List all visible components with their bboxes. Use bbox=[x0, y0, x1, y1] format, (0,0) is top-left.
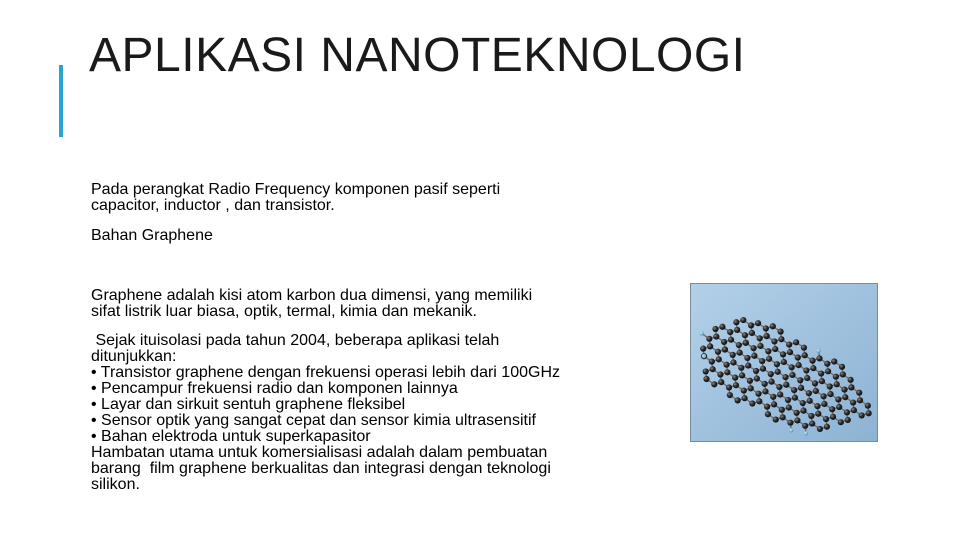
carbon-atom bbox=[786, 404, 792, 410]
carbon-atom bbox=[770, 323, 776, 329]
carbon-atom bbox=[765, 348, 771, 354]
carbon-atom bbox=[791, 387, 797, 393]
conclusion-line: barang film graphene berkualitas dan integrasi dengan teknologi bbox=[91, 460, 551, 477]
carbon-atom bbox=[709, 358, 715, 364]
carbon-atom bbox=[848, 377, 854, 383]
subheading bbox=[91, 228, 671, 244]
carbon-atom bbox=[815, 411, 821, 417]
carbon-atom bbox=[721, 339, 727, 345]
conclusion-line: Hambatan utama untuk komersialisasi adalah dalam pembuatan bbox=[91, 444, 548, 461]
applications-paragraph bbox=[91, 333, 671, 493]
application-item: • Transistor graphene dengan frekuensi operasi lebih dari 100GHz bbox=[91, 364, 560, 381]
carbon-atom bbox=[781, 359, 787, 365]
carbon-atom bbox=[755, 391, 761, 397]
carbon-atom bbox=[842, 394, 848, 400]
carbon-atom bbox=[789, 364, 795, 370]
carbon-atom bbox=[716, 356, 722, 362]
carbon-atom bbox=[742, 332, 748, 338]
carbon-atom bbox=[804, 375, 810, 381]
carbon-atom bbox=[821, 393, 827, 399]
carbon-atom bbox=[809, 358, 815, 364]
carbon-atom bbox=[718, 379, 724, 385]
carbon-atom bbox=[836, 404, 842, 410]
carbon-atom bbox=[706, 336, 712, 342]
application-item: • Sensor optik yang sangat cepat dan sensor kimia ultrasensitif bbox=[91, 412, 536, 429]
carbon-atom bbox=[723, 362, 729, 368]
carbon-atom bbox=[736, 342, 742, 348]
carbon-atom bbox=[734, 327, 740, 333]
carbon-atom bbox=[722, 346, 728, 352]
carbon-atom bbox=[835, 396, 841, 402]
title-accent-bar bbox=[59, 65, 63, 137]
carbon-atom bbox=[751, 353, 757, 359]
carbon-atom bbox=[812, 380, 818, 386]
hydrogen-atom bbox=[816, 349, 820, 353]
conclusion-line: silikon. bbox=[91, 476, 140, 493]
carbon-atom bbox=[802, 352, 808, 358]
carbon-atom bbox=[703, 368, 709, 374]
definition-line: sifat listrik luar biasa, optik, termal, kimia dan mekanik. bbox=[91, 303, 477, 320]
carbon-atom bbox=[814, 403, 820, 409]
carbon-atom bbox=[768, 371, 774, 377]
carbon-atom bbox=[733, 382, 739, 388]
carbon-atom bbox=[787, 420, 793, 426]
application-item: • Bahan elektroda untuk superkapasitor bbox=[91, 428, 371, 445]
carbon-atom bbox=[865, 403, 871, 409]
carbon-atom bbox=[833, 374, 839, 380]
carbon-atom bbox=[748, 385, 754, 391]
carbon-atom bbox=[759, 358, 765, 364]
carbon-atom bbox=[707, 343, 713, 349]
carbon-atom bbox=[741, 387, 747, 393]
carbon-atom bbox=[802, 423, 808, 429]
hydrogen-atom bbox=[789, 428, 793, 432]
carbon-atom bbox=[797, 377, 803, 383]
carbon-atom bbox=[762, 381, 768, 387]
carbon-atom bbox=[735, 397, 741, 403]
carbon-atom bbox=[787, 349, 793, 355]
carbon-atom bbox=[798, 385, 804, 391]
carbon-atom bbox=[793, 339, 799, 345]
carbon-atom bbox=[738, 365, 744, 371]
carbon-atom bbox=[785, 397, 791, 403]
carbon-atom bbox=[807, 398, 813, 404]
carbon-atom bbox=[810, 365, 816, 371]
carbon-atom bbox=[774, 361, 780, 367]
carbon-atom bbox=[808, 413, 814, 419]
carbon-atom bbox=[749, 400, 755, 406]
history-line: ditunjukkan: bbox=[91, 348, 177, 365]
carbon-atom bbox=[730, 352, 736, 358]
carbon-atom bbox=[779, 407, 785, 413]
intro-line: Pada perangkat Radio Frequency komponen pasif seperti bbox=[91, 181, 501, 198]
history-line: Sejak ituisolasi pada tahun 2004, beberapa aplikasi telah bbox=[91, 332, 500, 349]
carbon-atom bbox=[827, 391, 833, 397]
application-item: • Pencampur frekuensi radio dan komponen lainnya bbox=[91, 380, 458, 397]
carbon-atom bbox=[727, 392, 733, 398]
carbon-atom bbox=[800, 408, 806, 414]
carbon-atom bbox=[730, 359, 736, 365]
carbon-atom bbox=[757, 335, 763, 341]
carbon-atom bbox=[796, 362, 802, 368]
carbon-atom bbox=[801, 345, 807, 351]
carbon-atom bbox=[747, 378, 753, 384]
carbon-atom bbox=[739, 372, 745, 378]
carbon-atom bbox=[755, 320, 761, 326]
carbon-atom bbox=[763, 325, 769, 331]
carbon-atom bbox=[803, 367, 809, 373]
carbon-atom bbox=[771, 401, 777, 407]
carbon-atom bbox=[732, 375, 738, 381]
intro-paragraph bbox=[91, 182, 671, 214]
carbon-atom bbox=[823, 416, 829, 422]
carbon-atom bbox=[829, 406, 835, 412]
carbon-atom bbox=[782, 374, 788, 380]
carbon-atom bbox=[817, 426, 823, 432]
carbon-atom bbox=[848, 384, 854, 390]
slide-title: APLIKASI NANOTEKNOLOGI bbox=[89, 29, 746, 82]
carbon-atom bbox=[841, 387, 847, 393]
carbon-atom bbox=[756, 398, 762, 404]
carbon-atom bbox=[786, 341, 792, 347]
carbon-atom bbox=[778, 336, 784, 342]
carbon-atom bbox=[825, 368, 831, 374]
carbon-atom bbox=[851, 407, 857, 413]
carbon-atom bbox=[773, 416, 779, 422]
carbon-atom bbox=[771, 338, 777, 344]
carbon-atom bbox=[764, 404, 770, 410]
carbon-atom bbox=[764, 333, 770, 339]
carbon-atom bbox=[789, 372, 795, 378]
carbon-atom bbox=[792, 395, 798, 401]
carbon-atom bbox=[777, 329, 783, 335]
carbon-atom bbox=[713, 333, 719, 339]
carbon-atom bbox=[795, 354, 801, 360]
carbon-atom bbox=[769, 379, 775, 385]
carbon-atom bbox=[859, 412, 865, 418]
carbon-atom bbox=[770, 394, 776, 400]
carbon-atom bbox=[809, 420, 815, 426]
carbon-atom bbox=[766, 356, 772, 362]
graphene-lattice-icon bbox=[691, 284, 877, 441]
hydrogen-atom bbox=[702, 354, 706, 358]
carbon-atom bbox=[816, 355, 822, 361]
carbon-atom bbox=[850, 399, 856, 405]
subheading-text: Bahan Graphene bbox=[91, 227, 213, 244]
carbon-atom bbox=[712, 326, 718, 332]
hydrogen-atom bbox=[699, 331, 703, 335]
carbon-atom bbox=[783, 382, 789, 388]
carbon-atom bbox=[800, 400, 806, 406]
carbon-atom bbox=[748, 322, 754, 328]
carbon-atom bbox=[728, 337, 734, 343]
carbon-atom bbox=[711, 381, 717, 387]
carbon-atom bbox=[717, 371, 723, 377]
carbon-atom bbox=[772, 346, 778, 352]
definition-paragraph bbox=[91, 288, 671, 320]
carbon-atom bbox=[780, 414, 786, 420]
carbon-atom bbox=[824, 361, 830, 367]
carbon-atom bbox=[777, 391, 783, 397]
graphene-image bbox=[690, 283, 878, 442]
carbon-atom bbox=[793, 410, 799, 416]
carbon-atom bbox=[765, 411, 771, 417]
carbon-atom bbox=[844, 409, 850, 415]
intro-line: capacitor, inductor , dan transistor. bbox=[91, 197, 335, 214]
carbon-atom bbox=[741, 395, 747, 401]
application-item: • Layar dan sirkuit sentuh graphene fleksibel bbox=[91, 396, 406, 413]
carbon-atom bbox=[794, 417, 800, 423]
carbon-atom bbox=[806, 390, 812, 396]
carbon-atom bbox=[813, 388, 819, 394]
carbon-atom bbox=[726, 384, 732, 390]
carbon-atom bbox=[821, 401, 827, 407]
carbon-atom bbox=[727, 329, 733, 335]
carbon-atom bbox=[754, 375, 760, 381]
carbon-atom bbox=[780, 351, 786, 357]
carbon-atom bbox=[715, 349, 721, 355]
carbon-atom bbox=[834, 381, 840, 387]
carbon-atom bbox=[700, 346, 706, 352]
carbon-atom bbox=[733, 319, 739, 325]
carbon-atom bbox=[830, 414, 836, 420]
carbon-atom bbox=[737, 350, 743, 356]
carbon-atom bbox=[856, 390, 862, 396]
carbon-atom bbox=[775, 369, 781, 375]
carbon-atom bbox=[819, 378, 825, 384]
carbon-atom bbox=[776, 384, 782, 390]
carbon-atom bbox=[757, 343, 763, 349]
definition-line: Graphene adalah kisi atom karbon dua dimensi, yang memiliki bbox=[91, 287, 533, 304]
carbon-atom bbox=[703, 376, 709, 382]
carbon-atom bbox=[857, 397, 863, 403]
carbon-atom bbox=[831, 358, 837, 364]
carbon-atom bbox=[753, 368, 759, 374]
carbon-atom bbox=[827, 383, 833, 389]
carbon-atom bbox=[838, 419, 844, 425]
carbon-atom bbox=[818, 370, 824, 376]
carbon-atom bbox=[740, 317, 746, 323]
carbon-atom bbox=[840, 371, 846, 377]
carbon-atom bbox=[710, 366, 716, 372]
carbon-atom bbox=[719, 324, 725, 330]
hydrogen-atom bbox=[804, 431, 808, 435]
carbon-atom bbox=[749, 330, 755, 336]
carbon-atom bbox=[745, 362, 751, 368]
carbon-atom bbox=[866, 410, 872, 416]
carbon-atom bbox=[743, 340, 749, 346]
carbon-atom bbox=[724, 369, 730, 375]
carbon-atom bbox=[824, 424, 830, 430]
carbon-atom bbox=[744, 355, 750, 361]
carbon-atom bbox=[760, 366, 766, 372]
carbon-atom bbox=[762, 388, 768, 394]
carbon-atom bbox=[845, 417, 851, 423]
carbon-atom bbox=[839, 364, 845, 370]
carbon-atom bbox=[750, 345, 756, 351]
